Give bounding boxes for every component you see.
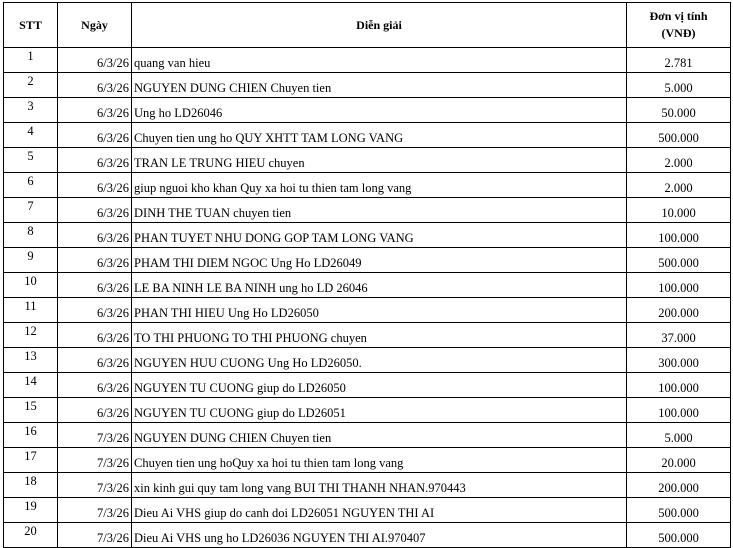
- row-description: NGUYEN TU CUONG giup do LD26050: [132, 373, 627, 398]
- row-stt: 11: [4, 298, 58, 323]
- row-description: giup nguoi kho khan Quy xa hoi tu thien tam long vang: [132, 173, 627, 198]
- row-amount: 50.000: [627, 98, 731, 123]
- row-stt: 4: [4, 123, 58, 148]
- row-date: 6/3/26: [58, 148, 132, 173]
- table-row: [4, 523, 731, 548]
- row-stt: 2: [4, 73, 58, 98]
- row-description: TRAN LE TRUNG HIEU chuyen: [132, 148, 627, 173]
- header-date: Ngày: [58, 3, 132, 48]
- row-date: 7/3/26: [58, 473, 132, 498]
- row-stt: 19: [4, 498, 58, 523]
- row-amount: 100.000: [627, 373, 731, 398]
- row-stt: 3: [4, 98, 58, 123]
- row-description: quang van hieu: [132, 48, 627, 73]
- row-amount: 500.000: [627, 248, 731, 273]
- table-row: [4, 198, 731, 223]
- row-date: 7/3/26: [58, 448, 132, 473]
- table-body: [4, 48, 731, 548]
- table-row: [4, 148, 731, 173]
- table-row: [4, 323, 731, 348]
- row-description: Chuyen tien ung ho QUY XHTT TAM LONG VANG: [132, 123, 627, 148]
- row-stt: 5: [4, 148, 58, 173]
- table-row: [4, 423, 731, 448]
- row-date: 7/3/26: [58, 498, 132, 523]
- table-row: [4, 298, 731, 323]
- row-stt: 1: [4, 48, 58, 73]
- row-description: xin kinh gui quy tam long vang BUI THI THANH NHAN.970443: [132, 473, 627, 498]
- row-stt: 20: [4, 523, 58, 548]
- header-amount-currency: (VNĐ): [661, 26, 696, 40]
- row-description: NGUYEN TU CUONG giup do LD26051: [132, 398, 627, 423]
- row-amount: 300.000: [627, 348, 731, 373]
- row-date: 7/3/26: [58, 523, 132, 548]
- row-stt: 17: [4, 448, 58, 473]
- row-date: 6/3/26: [58, 273, 132, 298]
- row-amount: 200.000: [627, 473, 731, 498]
- table-row: [4, 73, 731, 98]
- row-amount: 500.000: [627, 523, 731, 548]
- row-stt: 9: [4, 248, 58, 273]
- row-amount: 10.000: [627, 198, 731, 223]
- table-row: [4, 398, 731, 423]
- row-stt: 7: [4, 198, 58, 223]
- row-amount: 37.000: [627, 323, 731, 348]
- row-amount: 500.000: [627, 123, 731, 148]
- row-stt: 16: [4, 423, 58, 448]
- row-description: LE BA NINH LE BA NINH ung ho LD 26046: [132, 273, 627, 298]
- table-row: [4, 348, 731, 373]
- row-date: 6/3/26: [58, 198, 132, 223]
- table-row: [4, 48, 731, 73]
- row-description: PHAM THI DIEM NGOC Ung Ho LD26049: [132, 248, 627, 273]
- header-amount: [627, 3, 731, 48]
- row-description: TO THI PHUONG TO THI PHUONG chuyen: [132, 323, 627, 348]
- row-amount: 200.000: [627, 298, 731, 323]
- row-stt: 13: [4, 348, 58, 373]
- donation-table: [3, 2, 731, 548]
- row-amount: 5.000: [627, 73, 731, 98]
- row-date: 6/3/26: [58, 323, 132, 348]
- row-description: PHAN TUYET NHU DONG GOP TAM LONG VANG: [132, 223, 627, 248]
- row-date: 6/3/26: [58, 73, 132, 98]
- row-stt: 10: [4, 273, 58, 298]
- row-description: NGUYEN HUU CUONG Ung Ho LD26050.: [132, 348, 627, 373]
- row-date: 6/3/26: [58, 98, 132, 123]
- row-amount: 2.000: [627, 148, 731, 173]
- row-stt: 18: [4, 473, 58, 498]
- header-amount-unit: Đơn vị tính: [649, 9, 708, 23]
- row-amount: 100.000: [627, 273, 731, 298]
- header-description: Diễn giải: [132, 3, 627, 48]
- table-row: [4, 173, 731, 198]
- row-description: NGUYEN DUNG CHIEN Chuyen tien: [132, 423, 627, 448]
- row-amount: 100.000: [627, 223, 731, 248]
- row-amount: 20.000: [627, 448, 731, 473]
- row-amount: 2.781: [627, 48, 731, 73]
- row-description: Dieu Ai VHS ung ho LD26036 NGUYEN THI AI.970407: [132, 523, 627, 548]
- row-date: 6/3/26: [58, 48, 132, 73]
- table-row: [4, 223, 731, 248]
- row-date: 7/3/26: [58, 423, 132, 448]
- row-stt: 12: [4, 323, 58, 348]
- row-description: NGUYEN DUNG CHIEN Chuyen tien: [132, 73, 627, 98]
- row-date: 6/3/26: [58, 123, 132, 148]
- table-row: [4, 498, 731, 523]
- header-row: [4, 3, 731, 48]
- table-row: [4, 98, 731, 123]
- row-date: 6/3/26: [58, 248, 132, 273]
- row-stt: 8: [4, 223, 58, 248]
- table-row: [4, 448, 731, 473]
- row-amount: 2.000: [627, 173, 731, 198]
- header-stt: STT: [4, 3, 58, 48]
- table-row: [4, 248, 731, 273]
- row-amount: 500.000: [627, 498, 731, 523]
- row-date: 6/3/26: [58, 373, 132, 398]
- row-stt: 6: [4, 173, 58, 198]
- row-description: Chuyen tien ung hoQuy xa hoi tu thien tam long vang: [132, 448, 627, 473]
- row-date: 6/3/26: [58, 173, 132, 198]
- table-row: [4, 373, 731, 398]
- row-description: Ung ho LD26046: [132, 98, 627, 123]
- table-row: [4, 123, 731, 148]
- row-stt: 14: [4, 373, 58, 398]
- row-date: 6/3/26: [58, 223, 132, 248]
- row-stt: 15: [4, 398, 58, 423]
- row-description: DINH THE TUAN chuyen tien: [132, 198, 627, 223]
- row-date: 6/3/26: [58, 398, 132, 423]
- row-amount: 5.000: [627, 423, 731, 448]
- row-amount: 100.000: [627, 398, 731, 423]
- table-row: [4, 273, 731, 298]
- row-date: 6/3/26: [58, 298, 132, 323]
- row-description: Dieu Ai VHS giup do canh doi LD26051 NGUYEN THI AI: [132, 498, 627, 523]
- row-date: 6/3/26: [58, 348, 132, 373]
- table-row: [4, 473, 731, 498]
- row-description: PHAN THI HIEU Ung Ho LD26050: [132, 298, 627, 323]
